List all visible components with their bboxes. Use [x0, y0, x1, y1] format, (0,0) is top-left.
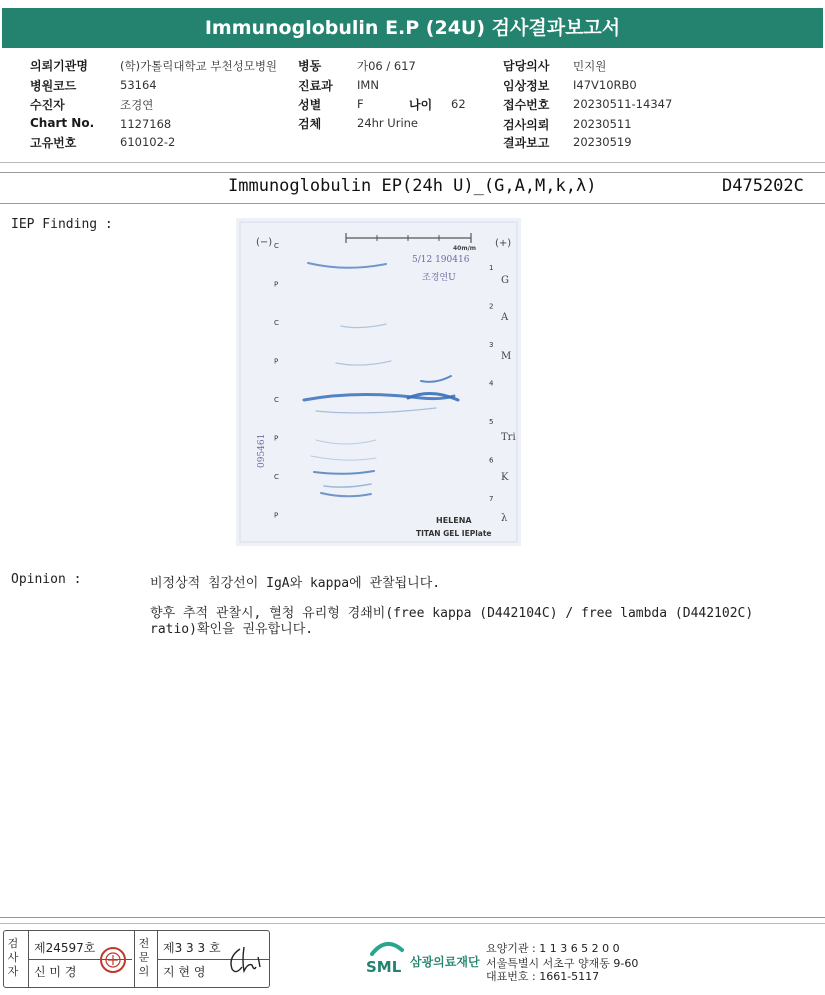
- divider: [0, 923, 825, 924]
- svg-text:SML: SML: [366, 958, 402, 976]
- opinion-label: Opinion :: [11, 572, 82, 587]
- date-note: 5/12 190416: [412, 255, 470, 265]
- doctor-value: 민지원: [573, 59, 607, 73]
- tester-label: 검 사 자: [7, 937, 19, 978]
- unique-label: 고유번호: [30, 136, 77, 150]
- plus-label: (+): [495, 238, 512, 249]
- age-value: 62: [451, 97, 466, 111]
- org-name: 삼광의료재단: [410, 955, 480, 969]
- lane-letter: P: [274, 357, 279, 366]
- divider: [0, 917, 825, 918]
- test-code: D475202C: [722, 176, 804, 196]
- minus-label: (−): [256, 237, 273, 248]
- lane-label: Tri: [501, 432, 516, 443]
- lane-number: 6: [489, 456, 494, 465]
- signature-box: [3, 930, 270, 988]
- sml-logo-icon: [366, 938, 408, 976]
- dept-value: IMN: [357, 78, 379, 92]
- lane-letter: C: [274, 319, 279, 327]
- receipt-label: 접수번호: [503, 98, 550, 112]
- iep-finding-label: IEP Finding :: [11, 217, 113, 232]
- ward-value: 가06 / 617: [357, 59, 416, 73]
- opinion-line-1: 비정상적 침강선이 IgA와 kappa에 관찰됩니다.: [150, 576, 441, 591]
- handwritten-name: 조경연U: [422, 273, 456, 283]
- opinion-line-2: 향후 추적 관찰시, 혈청 유리형 경쇄비(free kappa (D442104C) / free lambda (D442102C): [150, 606, 754, 621]
- ward-label: 병동: [298, 59, 322, 73]
- brand-label: HELENA: [436, 516, 472, 525]
- divider: [0, 203, 825, 204]
- test-name: Immunoglobulin EP(24h U)_(G,A,M,k,λ): [228, 176, 597, 196]
- clinical-value: I47V10RB0: [573, 78, 637, 92]
- tester-seal-icon: [98, 945, 128, 975]
- age-label: 나이: [409, 98, 433, 112]
- specimen-label: 검체: [298, 117, 322, 131]
- specialist-label: 전 문 의: [138, 937, 150, 978]
- sample-id: 095461: [257, 433, 267, 468]
- request-value: 20230511: [573, 117, 632, 131]
- lane-letter: P: [274, 280, 279, 289]
- chart-label: Chart No.: [30, 116, 95, 130]
- specialist-license: 제3 3 3 호: [163, 941, 221, 955]
- sex-label: 성별: [298, 98, 322, 112]
- opinion-line-3: ratio)확인을 권유합니다.: [150, 622, 314, 637]
- lane-label: λ: [501, 513, 508, 524]
- lane-number: 1: [489, 264, 494, 272]
- lane-number: 2: [489, 302, 494, 311]
- divider: [0, 162, 825, 163]
- scale-label: 40m/m: [453, 245, 477, 252]
- hospital-code-value: 53164: [120, 78, 157, 92]
- lane-label: K: [501, 472, 509, 483]
- org-phone: 대표번호 : 1661-5117: [486, 970, 600, 983]
- product-label: TITAN GEL IEPlate: [416, 529, 492, 538]
- divider: [0, 172, 825, 173]
- report-date-label: 결과보고: [503, 136, 550, 150]
- institution-value: (학)가톨릭대학교 부천성모병원: [120, 59, 278, 73]
- lane-number: 3: [489, 341, 494, 349]
- report-title: Immunoglobulin E.P (24U) 검사결과보고서: [2, 8, 823, 48]
- sex-value: F: [357, 97, 364, 111]
- doctor-label: 담당의사: [503, 59, 550, 73]
- lane-number: 5: [489, 418, 494, 426]
- request-label: 검사의뢰: [503, 118, 550, 132]
- institution-label: 의뢰기관명: [30, 59, 88, 73]
- specialist-signature-icon: [226, 943, 264, 977]
- gel-drawing: [236, 218, 521, 546]
- tester-name: 신 미 경: [34, 965, 77, 979]
- lane-label: G: [501, 275, 509, 286]
- org-address: 서울특별시 서초구 양재동 9-60: [486, 957, 639, 970]
- lane-letter: P: [274, 511, 279, 520]
- unique-value: 610102-2: [120, 135, 176, 149]
- report-date-value: 20230519: [573, 135, 632, 149]
- specialist-name: 지 현 영: [163, 965, 206, 979]
- receipt-value: 20230511-14347: [573, 97, 673, 111]
- clinical-label: 임상정보: [503, 79, 550, 93]
- patient-name: 조경연: [120, 98, 154, 112]
- care-code: 요양기관 : 1 1 3 6 5 2 0 0: [486, 942, 620, 955]
- iep-gel-image: [236, 218, 521, 546]
- specimen-value: 24hr Urine: [357, 116, 419, 130]
- chart-value: 1127168: [120, 117, 172, 131]
- hospital-code-label: 병원코드: [30, 79, 77, 93]
- lane-letter: C: [274, 396, 279, 404]
- lane-number: 7: [489, 495, 494, 503]
- lane-letter: P: [274, 434, 279, 443]
- tester-license: 제24597호: [34, 941, 96, 955]
- lane-number: 4: [489, 379, 494, 388]
- patient-label: 수진자: [30, 98, 65, 112]
- lane-label: M: [501, 351, 512, 362]
- lane-label: A: [501, 312, 509, 323]
- dept-label: 진료과: [298, 79, 333, 93]
- lane-letter: C: [274, 473, 279, 481]
- lane-letter: C: [274, 242, 279, 250]
